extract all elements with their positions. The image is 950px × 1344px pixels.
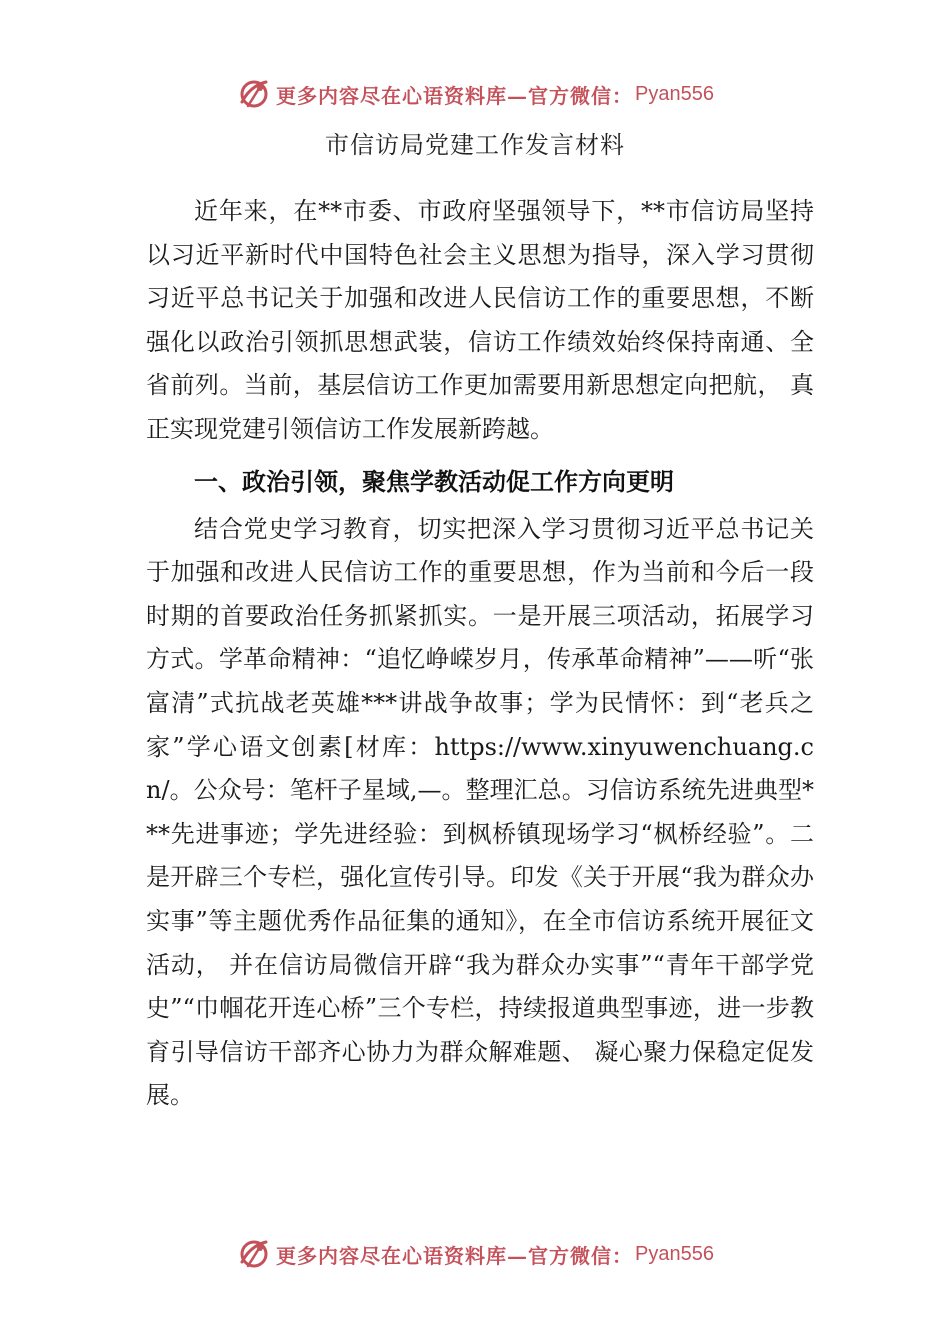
document-body	[146, 190, 814, 1118]
document-title: 市信访局党建工作发言材料	[325, 131, 625, 159]
banner-wechat-id: Pyan556	[635, 1242, 714, 1265]
banner-wechat-id: Pyan556	[635, 82, 714, 105]
section-heading: 一、政治引领，聚焦学教活动促工作方向更明	[194, 467, 674, 496]
logo-icon	[236, 76, 272, 112]
header-watermark-banner	[0, 72, 950, 116]
banner-text: 更多内容尽在心语资料库—官方微信：	[276, 1243, 634, 1268]
banner-text: 更多内容尽在心语资料库—官方微信：	[276, 83, 634, 108]
logo-icon	[236, 1236, 272, 1272]
section-paragraph: 结合党史学习教育，切实把深入学习贯彻习近平总书记关于加强和改进人民信访工作的重要思想，作为当前和今后一段时期的首要政治任务抓紧抓实。一是开展三项活动，拓展学习方式。学革命精神：“追忆峥嵘岁月，传承革命精神”——听“张富清”式抗战老英雄***讲战争故事；学为民情怀：到“老兵之家”学心语文创素[材库：https://www.xinyuwenchuang.cn/。公众号：笔杆子星域,—。整理汇总。习信访系统先进典型***先进事迹；学先进经验：到枫桥镇现场学习“枫桥经验”。二是开辟三个专栏，强化宣传引导。印发《关于开展“我为群众办实事”等主题优秀作品征集的通知》，在全市信访系统开展征文活动， 并在信访局微信开辟“我为群众办实事”“青年干部学党史”“巾帼花开连心桥”三个专栏，持续报道典型事迹，进一步教育引导信访干部齐心协力为群众解难题、 凝心聚力保稳定促发展。	[146, 514, 814, 1110]
intro-paragraph: 近年来，在**市委、市政府坚强领导下，**市信访局坚持以习近平新时代中国特色社会主义思想为指导，深入学习贯彻习近平总书记关于加强和改进人民信访工作的重要思想，不断强化以政治引领抓思想武装，信访工作绩效始终保持南通、全省前列。当前，基层信访工作更加需要用新思想定向把航， 真正实现党建引领信访工作发展新跨越。	[146, 197, 814, 443]
footer-watermark-banner	[0, 1232, 950, 1276]
